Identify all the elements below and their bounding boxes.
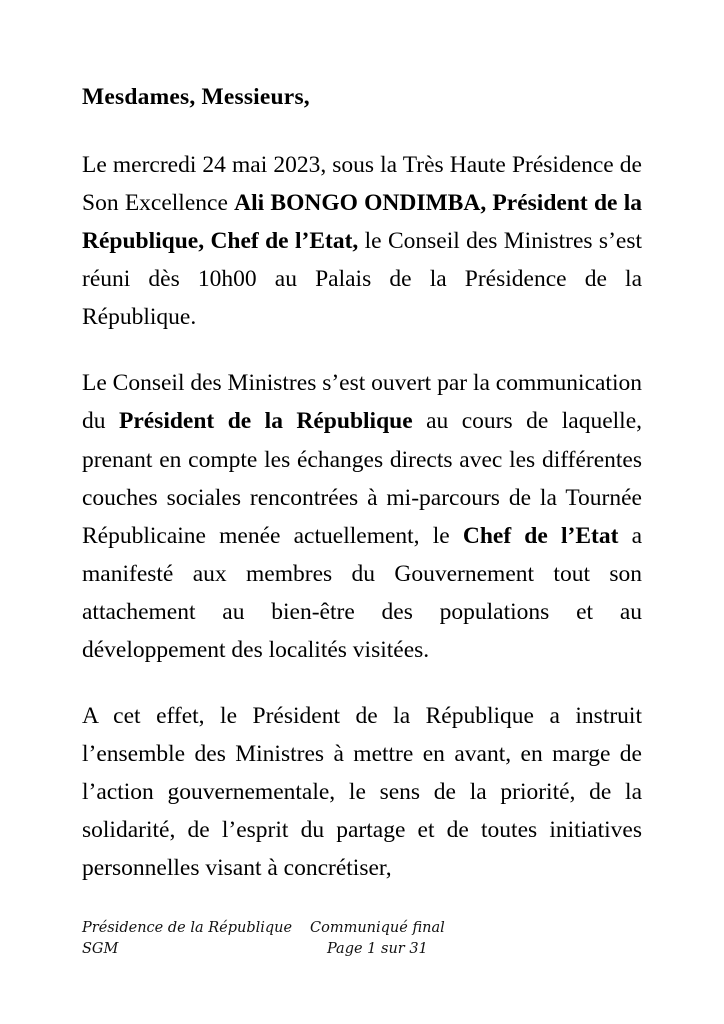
paragraph-1-run-3: le Conseil des Ministres s’est réuni dès 10h00 au Palais de la Présidence de la République. [82,228,642,331]
paragraph-3-run-1: A cet effet, le Président de la République a instruit l’ensemble des Ministres à mettre en avant, en marge de l’action gouvernementale, le sens de la priorité, de la solidarité, de l’esprit du partage et de toutes initiatives personnelles visant à concrétiser, [82,702,642,882]
footer-department: SGM [82,941,119,958]
paragraph-3 [82,697,642,887]
footer-left [82,918,292,960]
footer-inner [82,918,642,976]
paragraph-2 [82,364,642,669]
footer-page-number: Page 1 sur 31 [326,941,428,958]
paragraph-2-run-3: au cours de laquelle, prenant en compte les échanges directs avec les différentes couches sociales rencontrées à mi-parcours de la Tournée Républicaine menée actuellement, le [82,408,643,549]
page-footer [82,918,642,976]
salutation: Mesdames, Messieurs, [82,84,310,110]
paragraph-1-run-2: Ali BONGO ONDIMBA, Président de la République, Chef de l’Etat, [82,190,642,255]
footer-center [310,918,445,960]
footer-doc-type: Communiqué final [310,920,445,936]
paragraph-1 [82,146,642,336]
paragraph-2-run-5: a manifesté aux membres du Gouvernement tout son attachement au bien-être des populations et au développement des localités visitées. [82,522,642,663]
paragraph-1-run-1: Le mercredi 24 mai 2023, sous la Très Haute Présidence de Son Excellence [82,152,642,217]
paragraph-2-run-2: Président de la République [118,408,413,435]
footer-issuer: Présidence de la République [82,920,293,936]
document-body [82,78,642,887]
paragraph-2-run-1: Le Conseil des Ministres s’est ouvert par la communication du [82,370,642,435]
paragraph-2-run-4: Chef de l’Etat [462,522,619,549]
